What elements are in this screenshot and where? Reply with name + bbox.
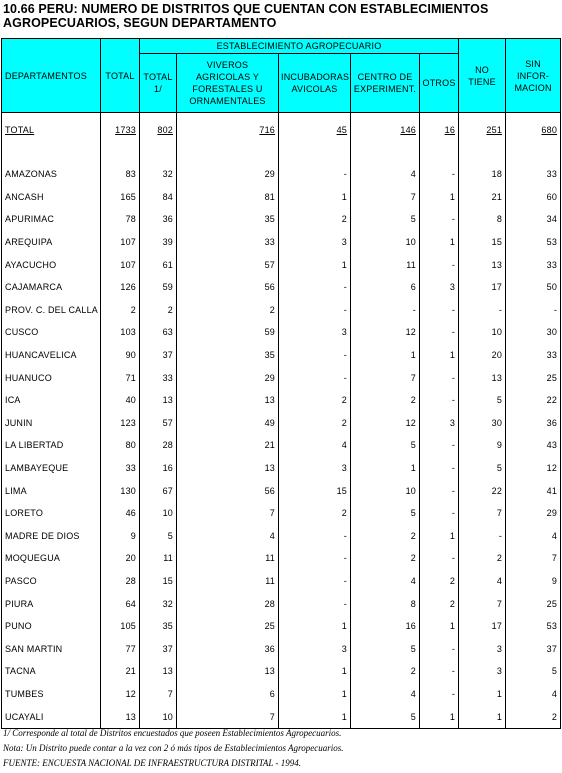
value-cell: - <box>420 637 459 660</box>
value-cell: 1 <box>420 186 459 209</box>
value-cell: - <box>279 344 351 367</box>
value-cell: 1 <box>279 683 351 706</box>
value-cell: 33 <box>506 163 561 186</box>
value-cell: 46 <box>101 502 140 525</box>
value-cell: 10 <box>459 321 506 344</box>
department-name-cell: HUANCAVELICA <box>2 344 101 367</box>
value-cell: 2 <box>177 299 279 322</box>
value-cell: 78 <box>101 208 140 231</box>
value-cell: 103 <box>101 321 140 344</box>
value-cell: 83 <box>101 163 140 186</box>
value-cell: - <box>420 299 459 322</box>
department-name-cell: AMAZONAS <box>2 163 101 186</box>
value-cell: 2 <box>279 502 351 525</box>
value-cell: 12 <box>101 683 140 706</box>
department-name-cell: MOQUEGUA <box>2 547 101 570</box>
department-name-cell: LAMBAYEQUE <box>2 457 101 480</box>
department-name-cell: LIMA <box>2 479 101 502</box>
department-name-cell: CAJAMARCA <box>2 276 101 299</box>
department-name-cell: LA LIBERTAD <box>2 434 101 457</box>
value-cell: 4 <box>351 570 420 593</box>
table-row <box>2 163 561 186</box>
value-cell: - <box>420 457 459 480</box>
value-cell: 105 <box>101 615 140 638</box>
total-row <box>2 113 561 147</box>
value-cell: - <box>279 525 351 548</box>
value-cell: - <box>420 253 459 276</box>
value-cell: 6 <box>177 683 279 706</box>
department-name-cell: PIURA <box>2 592 101 615</box>
value-cell: 2 <box>459 547 506 570</box>
table-body <box>2 113 561 729</box>
value-cell: 63 <box>140 321 177 344</box>
value-cell: 33 <box>101 457 140 480</box>
table-row <box>2 186 561 209</box>
table-row <box>2 276 561 299</box>
header-viveros: VIVEROS AGRICOLAS Y FORESTALES U ORNAMENTALES <box>177 54 279 113</box>
value-cell: 33 <box>506 344 561 367</box>
value-cell: 56 <box>177 479 279 502</box>
value-cell: 60 <box>506 186 561 209</box>
value-cell: 34 <box>506 208 561 231</box>
value-cell: 41 <box>506 479 561 502</box>
value-cell: 4 <box>177 525 279 548</box>
value-cell: 10 <box>351 231 420 254</box>
value-cell: 12 <box>506 457 561 480</box>
value-cell: - <box>279 276 351 299</box>
footnote-nota: Nota: Un Distrito puede contar a la vez con 2 ó más tipos de Establecimientos Agropecuarios. <box>3 743 344 753</box>
value-cell: 11 <box>177 547 279 570</box>
value-cell: 21 <box>459 186 506 209</box>
value-cell: 49 <box>177 412 279 435</box>
table-row <box>2 366 561 389</box>
value-cell: 5 <box>140 525 177 548</box>
value-cell: 22 <box>459 479 506 502</box>
total-cell: TOTAL <box>2 113 101 147</box>
value-cell: 71 <box>101 366 140 389</box>
value-cell: 2 <box>279 208 351 231</box>
value-cell: 22 <box>506 389 561 412</box>
value-cell: 21 <box>101 660 140 683</box>
table-row <box>2 412 561 435</box>
value-cell: 9 <box>101 525 140 548</box>
value-cell: - <box>279 592 351 615</box>
value-cell: 2 <box>101 299 140 322</box>
value-cell: 1 <box>459 683 506 706</box>
department-name-cell: CUSCO <box>2 321 101 344</box>
value-cell: 12 <box>351 412 420 435</box>
value-cell: - <box>279 299 351 322</box>
title-line-1: 10.66 PERU: NUMERO DE DISTRITOS QUE CUENTAN CON ESTABLECIMIENTOS <box>3 2 489 16</box>
value-cell: 2 <box>420 570 459 593</box>
value-cell: 7 <box>177 502 279 525</box>
value-cell: 59 <box>177 321 279 344</box>
value-cell: 40 <box>101 389 140 412</box>
value-cell: 37 <box>140 344 177 367</box>
value-cell: 15 <box>279 479 351 502</box>
value-cell: 2 <box>420 592 459 615</box>
table-row <box>2 637 561 660</box>
value-cell: - <box>420 321 459 344</box>
table-header <box>2 39 561 113</box>
value-cell: 36 <box>177 637 279 660</box>
value-cell: 1 <box>420 525 459 548</box>
table-row <box>2 683 561 706</box>
value-cell: 29 <box>177 366 279 389</box>
value-cell: 1 <box>279 186 351 209</box>
value-cell: 32 <box>140 163 177 186</box>
value-cell: 2 <box>140 299 177 322</box>
value-cell: 9 <box>506 570 561 593</box>
value-cell: 1 <box>420 615 459 638</box>
value-cell: 5 <box>351 705 420 728</box>
table-row <box>2 434 561 457</box>
value-cell: 64 <box>101 592 140 615</box>
total-cell: 45 <box>279 113 351 147</box>
value-cell: 25 <box>506 366 561 389</box>
header-total: TOTAL <box>101 39 140 113</box>
value-cell: 20 <box>459 344 506 367</box>
department-name-cell: PROV. C. DEL CALLA <box>2 299 101 322</box>
value-cell: 25 <box>177 615 279 638</box>
value-cell: 10 <box>140 705 177 728</box>
value-cell: 53 <box>506 231 561 254</box>
value-cell: 13 <box>140 660 177 683</box>
value-cell: 3 <box>279 231 351 254</box>
table-row <box>2 592 561 615</box>
value-cell: - <box>351 299 420 322</box>
table-row <box>2 208 561 231</box>
table-row <box>2 570 561 593</box>
table-row <box>2 525 561 548</box>
value-cell: 35 <box>177 344 279 367</box>
value-cell: 17 <box>459 276 506 299</box>
data-table <box>1 38 561 729</box>
table-row <box>2 253 561 276</box>
total-cell: 802 <box>140 113 177 147</box>
value-cell: 1 <box>351 344 420 367</box>
value-cell: 15 <box>459 231 506 254</box>
department-name-cell: APURIMAC <box>2 208 101 231</box>
value-cell: 1 <box>420 231 459 254</box>
value-cell: 4 <box>351 163 420 186</box>
department-name-cell: AREQUIPA <box>2 231 101 254</box>
value-cell: 2 <box>351 525 420 548</box>
department-name-cell: PUNO <box>2 615 101 638</box>
value-cell: 7 <box>177 705 279 728</box>
value-cell: 1 <box>351 457 420 480</box>
value-cell: 32 <box>140 592 177 615</box>
value-cell: 30 <box>459 412 506 435</box>
value-cell: 80 <box>101 434 140 457</box>
value-cell: 9 <box>459 434 506 457</box>
table-row <box>2 457 561 480</box>
value-cell: - <box>420 366 459 389</box>
value-cell: 36 <box>140 208 177 231</box>
header-total-1: TOTAL 1/ <box>140 54 177 113</box>
total-cell: 146 <box>351 113 420 147</box>
value-cell: 5 <box>351 502 420 525</box>
value-cell: - <box>420 660 459 683</box>
value-cell: 28 <box>140 434 177 457</box>
value-cell: 13 <box>140 389 177 412</box>
value-cell: 3 <box>459 660 506 683</box>
department-name-cell: ICA <box>2 389 101 412</box>
value-cell: 16 <box>351 615 420 638</box>
department-name-cell: UCAYALI <box>2 705 101 728</box>
value-cell: 43 <box>506 434 561 457</box>
value-cell: 1 <box>279 705 351 728</box>
table-row <box>2 547 561 570</box>
value-cell: 2 <box>351 660 420 683</box>
value-cell: 16 <box>140 457 177 480</box>
spacer-row <box>2 146 561 163</box>
value-cell: 10 <box>140 502 177 525</box>
value-cell: 2 <box>506 705 561 728</box>
value-cell: 37 <box>506 637 561 660</box>
value-cell: 30 <box>506 321 561 344</box>
table-row <box>2 660 561 683</box>
value-cell: 35 <box>140 615 177 638</box>
value-cell: 1 <box>279 253 351 276</box>
value-cell: 29 <box>506 502 561 525</box>
table-row <box>2 299 561 322</box>
value-cell: 5 <box>351 434 420 457</box>
value-cell: 28 <box>177 592 279 615</box>
value-cell: 165 <box>101 186 140 209</box>
value-cell: 4 <box>506 525 561 548</box>
value-cell: 5 <box>459 389 506 412</box>
source-note: FUENTE: ENCUESTA NACIONAL DE INFRAESTRUCTURA DISTRITAL - 1994. <box>3 758 302 768</box>
value-cell: 2 <box>279 389 351 412</box>
value-cell: 7 <box>140 683 177 706</box>
department-name-cell: AYACUCHO <box>2 253 101 276</box>
header-departamentos: DEPARTAMENTOS <box>2 39 101 113</box>
header-centro: CENTRO DE EXPERIMENT. <box>351 54 420 113</box>
value-cell: 4 <box>351 683 420 706</box>
value-cell: 107 <box>101 231 140 254</box>
value-cell: 3 <box>420 276 459 299</box>
value-cell: - <box>420 547 459 570</box>
value-cell: 107 <box>101 253 140 276</box>
value-cell: 7 <box>351 186 420 209</box>
value-cell: 29 <box>177 163 279 186</box>
total-cell: 16 <box>420 113 459 147</box>
total-cell: 680 <box>506 113 561 147</box>
value-cell: 25 <box>506 592 561 615</box>
value-cell: 3 <box>420 412 459 435</box>
value-cell: - <box>506 299 561 322</box>
value-cell: 13 <box>459 253 506 276</box>
header-no-tiene: NO TIENE <box>459 39 506 113</box>
value-cell: 123 <box>101 412 140 435</box>
table-row <box>2 231 561 254</box>
value-cell: 56 <box>177 276 279 299</box>
header-incubadoras: INCUBADORAS AVICOLAS <box>279 54 351 113</box>
value-cell: 6 <box>351 276 420 299</box>
value-cell: 33 <box>177 231 279 254</box>
value-cell: 13 <box>177 457 279 480</box>
value-cell: 67 <box>140 479 177 502</box>
value-cell: 5 <box>351 208 420 231</box>
value-cell: - <box>420 208 459 231</box>
value-cell: 33 <box>506 253 561 276</box>
title-line-2: AGROPECUARIOS, SEGUN DEPARTAMENTO <box>3 16 277 30</box>
value-cell: - <box>279 570 351 593</box>
value-cell: 1 <box>279 660 351 683</box>
value-cell: 57 <box>140 412 177 435</box>
value-cell: - <box>279 163 351 186</box>
value-cell: 59 <box>140 276 177 299</box>
department-name-cell: MADRE DE DIOS <box>2 525 101 548</box>
value-cell: 7 <box>351 366 420 389</box>
value-cell: 11 <box>177 570 279 593</box>
value-cell: 130 <box>101 479 140 502</box>
value-cell: 2 <box>351 389 420 412</box>
table-row <box>2 321 561 344</box>
header-sin-informacion: SIN INFOR-MACION <box>506 39 561 113</box>
value-cell: - <box>420 163 459 186</box>
value-cell: 13 <box>177 389 279 412</box>
department-name-cell: JUNIN <box>2 412 101 435</box>
value-cell: 90 <box>101 344 140 367</box>
value-cell: 61 <box>140 253 177 276</box>
value-cell: 77 <box>101 637 140 660</box>
value-cell: 3 <box>459 637 506 660</box>
value-cell: 35 <box>177 208 279 231</box>
value-cell: 28 <box>101 570 140 593</box>
table-row <box>2 615 561 638</box>
value-cell: 33 <box>140 366 177 389</box>
value-cell: 17 <box>459 615 506 638</box>
department-name-cell: ANCASH <box>2 186 101 209</box>
table-row <box>2 705 561 728</box>
page-title <box>3 2 559 30</box>
value-cell: 1 <box>420 344 459 367</box>
total-cell: 716 <box>177 113 279 147</box>
value-cell: - <box>279 366 351 389</box>
value-cell: - <box>459 299 506 322</box>
department-name-cell: SAN MARTIN <box>2 637 101 660</box>
value-cell: - <box>459 525 506 548</box>
total-cell: 1733 <box>101 113 140 147</box>
value-cell: 1 <box>279 615 351 638</box>
value-cell: 8 <box>459 208 506 231</box>
department-name-cell: TACNA <box>2 660 101 683</box>
value-cell: 36 <box>506 412 561 435</box>
header-group-establecimiento: ESTABLECIMIENTO AGROPECUARIO <box>140 39 459 54</box>
value-cell: 12 <box>351 321 420 344</box>
value-cell: 2 <box>279 412 351 435</box>
value-cell: 10 <box>351 479 420 502</box>
table-row <box>2 502 561 525</box>
table-row <box>2 479 561 502</box>
value-cell: 5 <box>506 660 561 683</box>
table-row <box>2 344 561 367</box>
value-cell: 4 <box>279 434 351 457</box>
value-cell: 126 <box>101 276 140 299</box>
footnote-1: 1/ Corresponde al total de Distritos encuestados que poseen Establecimientos Agropecuarios. <box>3 728 342 738</box>
value-cell: 7 <box>459 592 506 615</box>
value-cell: 11 <box>351 253 420 276</box>
department-name-cell: PASCO <box>2 570 101 593</box>
value-cell: 11 <box>140 547 177 570</box>
value-cell: - <box>279 547 351 570</box>
value-cell: 20 <box>101 547 140 570</box>
value-cell: 13 <box>101 705 140 728</box>
value-cell: 3 <box>279 321 351 344</box>
header-otros: OTROS <box>420 54 459 113</box>
value-cell: 1 <box>459 705 506 728</box>
department-name-cell: LORETO <box>2 502 101 525</box>
department-name-cell: HUANUCO <box>2 366 101 389</box>
value-cell: 15 <box>140 570 177 593</box>
value-cell: 5 <box>351 637 420 660</box>
value-cell: 7 <box>506 547 561 570</box>
total-cell: 251 <box>459 113 506 147</box>
value-cell: 50 <box>506 276 561 299</box>
department-name-cell: TUMBES <box>2 683 101 706</box>
value-cell: - <box>420 502 459 525</box>
value-cell: 5 <box>459 457 506 480</box>
footnotes <box>3 726 559 771</box>
value-cell: 18 <box>459 163 506 186</box>
value-cell: 53 <box>506 615 561 638</box>
value-cell: 1 <box>420 705 459 728</box>
value-cell: 8 <box>351 592 420 615</box>
value-cell: - <box>420 683 459 706</box>
value-cell: 39 <box>140 231 177 254</box>
value-cell: 57 <box>177 253 279 276</box>
value-cell: 84 <box>140 186 177 209</box>
value-cell: 37 <box>140 637 177 660</box>
value-cell: 21 <box>177 434 279 457</box>
value-cell: - <box>420 434 459 457</box>
table-row <box>2 389 561 412</box>
value-cell: 4 <box>506 683 561 706</box>
value-cell: - <box>420 479 459 502</box>
value-cell: 2 <box>351 547 420 570</box>
value-cell: 3 <box>279 637 351 660</box>
value-cell: 7 <box>459 502 506 525</box>
value-cell: - <box>420 389 459 412</box>
value-cell: 3 <box>279 457 351 480</box>
value-cell: 13 <box>177 660 279 683</box>
value-cell: 81 <box>177 186 279 209</box>
value-cell: 13 <box>459 366 506 389</box>
value-cell: 4 <box>459 570 506 593</box>
